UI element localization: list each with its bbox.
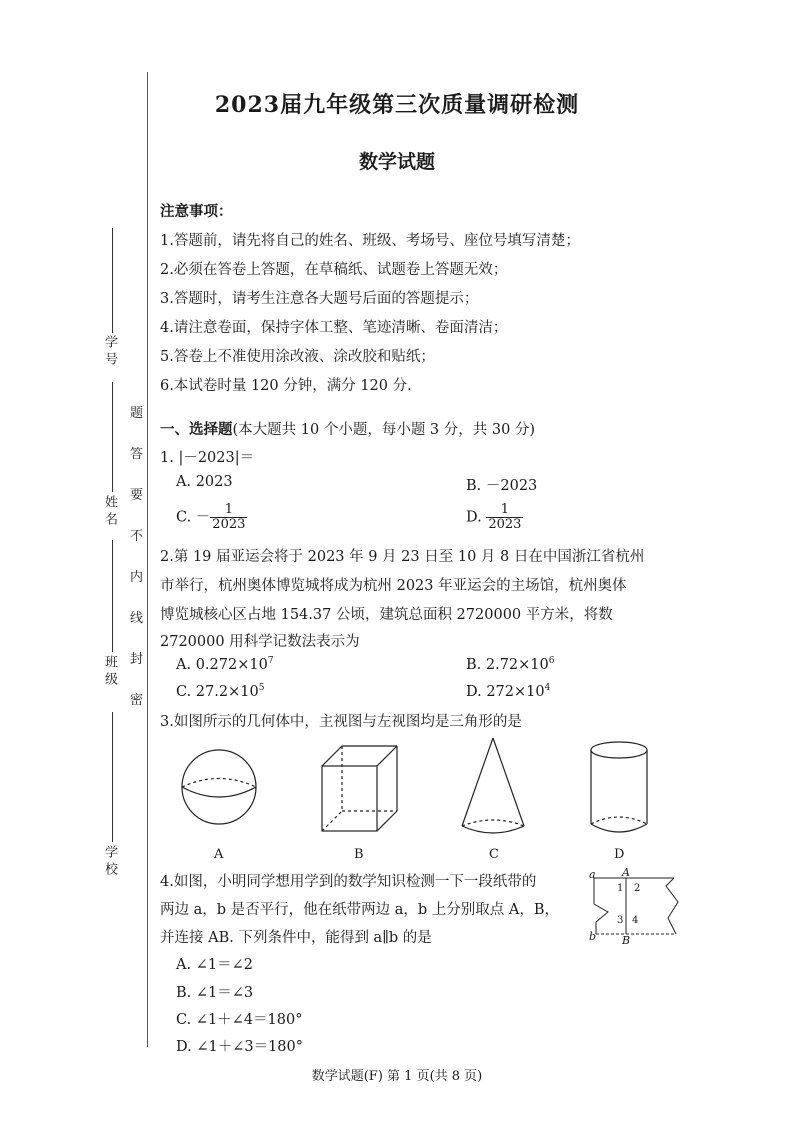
q4-fig-label-a-line: a xyxy=(589,868,596,881)
notes-heading: 注意事项： xyxy=(160,203,233,220)
note-item: 6.本试卷时量 120 分钟，满分 120 分. xyxy=(160,378,412,394)
seal-char: 内 xyxy=(130,570,144,585)
q3-solids-figure xyxy=(170,730,650,845)
q3-label-c: C xyxy=(489,847,499,862)
margin-label-name: 姓 名 xyxy=(102,495,117,526)
seal-char: 密 xyxy=(130,693,144,708)
q4-line: 两边 a，b 是否平行，他在纸带两边 a，b 上分别取点 A，B， xyxy=(160,902,560,918)
fraction-numerator: 1 xyxy=(210,503,247,518)
seal-char: 封 xyxy=(130,652,144,667)
seal-char: 要 xyxy=(130,488,144,503)
margin-label-school: 学 校 xyxy=(102,845,117,876)
name-fill-line xyxy=(112,382,113,492)
q4-fig-angle-1: 1 xyxy=(617,883,624,894)
option-exponent: 7 xyxy=(267,656,274,666)
fraction-denominator: 2023 xyxy=(488,517,522,532)
q4-fig-label-point-b: B xyxy=(622,934,631,947)
option-base: D. 272×10 xyxy=(466,683,545,700)
q2-line: 市举行，杭州奥体博览城将成为杭州 2023 年亚运会的主场馆，杭州奥体 xyxy=(160,578,627,594)
q4-fig-angle-3: 3 xyxy=(617,915,624,926)
seal-char: 线 xyxy=(130,611,144,626)
q3-stem: 3.如图所示的几何体中，主视图与左视图均是三角形的是 xyxy=(160,714,522,730)
q4-option-b: B. ∠1＝∠3 xyxy=(176,985,254,1001)
q1-option-c-prefix: C. － xyxy=(176,509,211,526)
margin-label-student-id: 学 号 xyxy=(102,335,117,366)
q4-option-d: D. ∠1＋∠3＝180° xyxy=(176,1039,304,1055)
binding-line xyxy=(147,72,148,1047)
q2-option-b xyxy=(466,656,555,673)
q2-option-d xyxy=(466,683,550,700)
note-item: 1.答题前，请先将自己的姓名、班级、考场号、座位号填写清楚； xyxy=(160,233,580,249)
q4-option-a: A. ∠1＝∠2 xyxy=(176,957,253,973)
q4-line: 并连接 AB. 下列条件中，能得到 a∥b 的是 xyxy=(160,930,432,946)
note-item: 5.答卷上不准使用涂改液、涂改胶和贴纸； xyxy=(160,349,435,365)
fraction xyxy=(486,503,523,532)
seal-char: 答 xyxy=(130,447,144,462)
q4-fig-label-b-line: b xyxy=(589,930,597,943)
q4-option-c: C. ∠1＋∠4＝180° xyxy=(176,1012,303,1028)
q3-label-d: D xyxy=(614,847,625,862)
option-exponent: 6 xyxy=(548,656,555,666)
page-subtitle: 数学试题 xyxy=(358,151,435,173)
cube-shape xyxy=(322,746,397,831)
q4-fig-angle-2: 2 xyxy=(634,883,641,894)
option-base: C. 27.2×10 xyxy=(176,683,259,700)
section-heading xyxy=(160,418,535,439)
q3-label-b: B xyxy=(354,847,364,862)
page-footer: 数学试题(F) 第 1 页(共 8 页) xyxy=(311,1069,483,1084)
section-title: 一、选择题 xyxy=(160,421,233,438)
page-title: 2023届九年级第三次质量调研检测 xyxy=(214,92,580,118)
seal-char: 不 xyxy=(130,529,144,544)
option-base: A. 0.272×10 xyxy=(176,656,268,673)
fraction-denominator: 2023 xyxy=(212,517,246,532)
q4-line: 4.如图，小明同学想用学到的数学知识检测一下一段纸带的 xyxy=(160,874,537,890)
note-item: 3.答题时，请考生注意各大题号后面的答题提示； xyxy=(160,291,479,307)
q1-option-c xyxy=(176,503,247,532)
margin-label-class: 班 级 xyxy=(102,655,117,686)
fraction-numerator: 1 xyxy=(486,503,523,518)
q1-stem: 1. |－2023|＝ xyxy=(160,450,255,466)
student-id-fill-line xyxy=(112,228,113,333)
cylinder-shape xyxy=(591,742,647,832)
seal-char: 题 xyxy=(130,406,144,421)
option-exponent: 4 xyxy=(544,683,551,693)
school-fill-line xyxy=(112,712,113,842)
q1-option-d-prefix: D. xyxy=(466,509,487,526)
class-fill-line xyxy=(112,540,113,652)
sphere-shape xyxy=(182,750,256,824)
section-note: (本大题共 10 个小题，每小题 3 分，共 30 分) xyxy=(232,422,536,438)
q2-line: 2.第 19 届亚运会将于 2023 年 9 月 23 日至 10 月 8 日在中国浙江省杭州 xyxy=(160,549,645,565)
cone-shape xyxy=(462,738,524,833)
q1-option-d xyxy=(466,503,523,532)
option-exponent: 5 xyxy=(258,683,265,693)
q4-fig-angle-4: 4 xyxy=(632,915,639,926)
note-item: 4.请注意卷面，保持字体工整、笔迹清晰、卷面清洁； xyxy=(160,320,508,336)
q1-option-a: A. 2023 xyxy=(176,474,233,490)
q2-line: 2720000 用科学记数法表示为 xyxy=(160,634,360,650)
q2-option-c xyxy=(176,683,264,700)
q4-paper-strip-figure xyxy=(586,866,686,946)
note-item: 2.必须在答卷上答题，在草稿纸、试题卷上答题无效； xyxy=(160,262,508,278)
q1-option-b: B. －2023 xyxy=(466,478,538,494)
option-base: B. 2.72×10 xyxy=(466,656,549,673)
q3-label-a: A xyxy=(214,847,224,862)
q2-option-a xyxy=(176,656,274,673)
q4-fig-label-point-a: A xyxy=(622,866,630,879)
q2-line: 博览城核心区占地 154.37 公顷，建筑总面积 2720000 平方米，将数 xyxy=(160,607,613,623)
fraction xyxy=(210,503,247,532)
